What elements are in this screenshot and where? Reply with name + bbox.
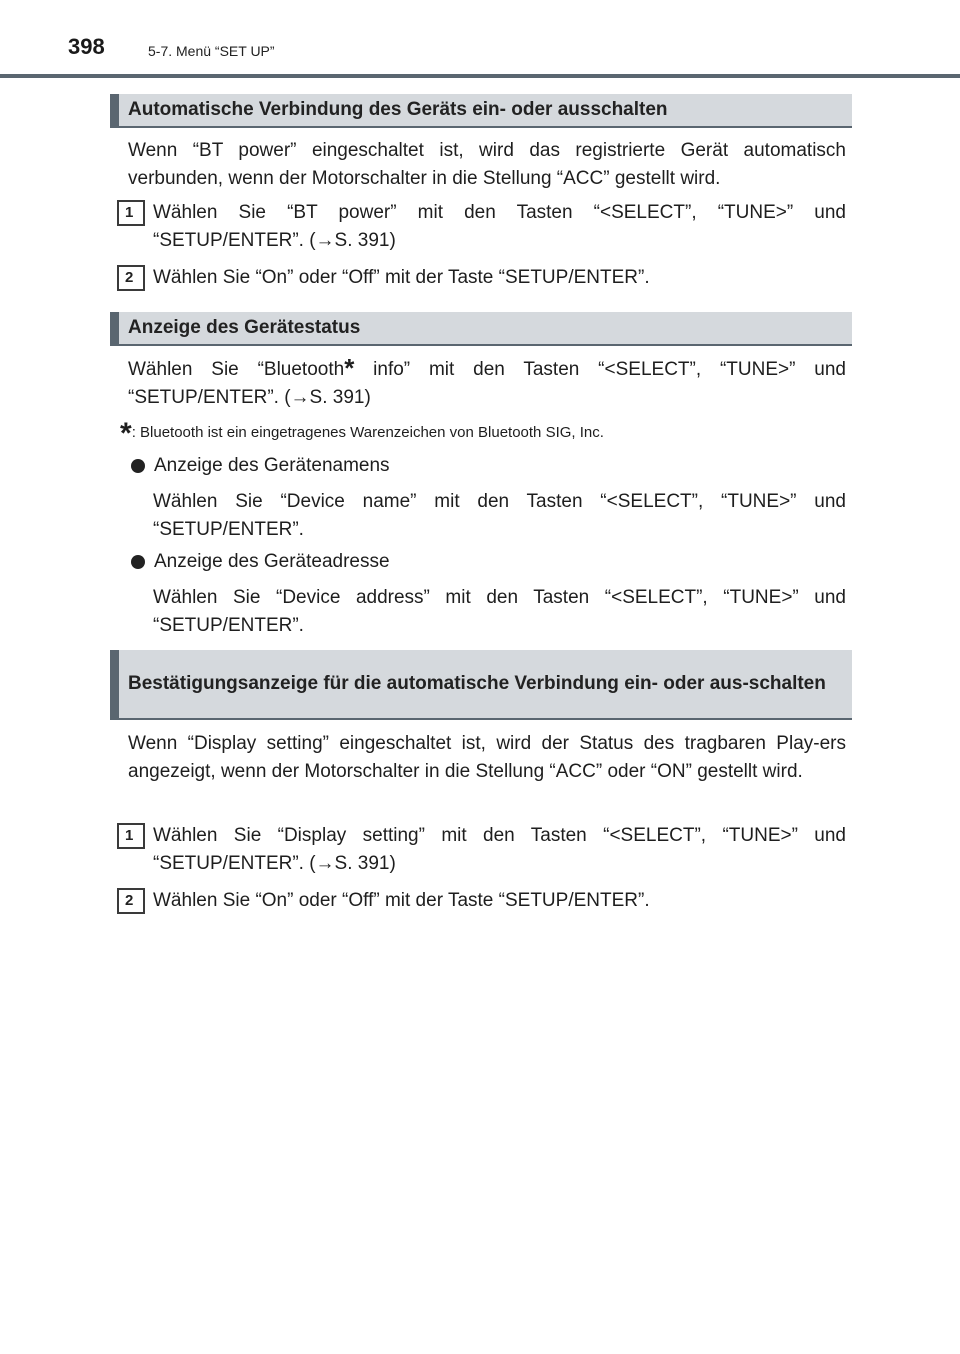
step-text: Wählen Sie “Display setting” mit den Tasten “<SELECT”, “TUNE>” und “SETUP/ENTER”. (→S. 391): [153, 825, 846, 874]
section-heading-text: Bestätigungsanzeige für die automatische Verbindung ein- oder aus-schalten: [128, 673, 826, 694]
section-heading-text: Anzeige des Gerätestatus: [128, 317, 361, 338]
footnote-marker: *: [344, 353, 355, 383]
header-divider: [0, 74, 960, 78]
intro-text: Wählen Sie “Bluetooth: [128, 359, 345, 380]
bullet-icon: [131, 459, 145, 473]
footnote-marker: *: [120, 417, 132, 450]
step-text: Wählen Sie “BT power” mit den Tasten “<SELECT”, “TUNE>” und “SETUP/ENTER”. (→S. 391): [153, 202, 846, 251]
footnote-text: : Bluetooth ist ein eingetragenes Warenzeichen von Bluetooth SIG, Inc.: [131, 424, 604, 441]
section-heading-device-status: [110, 312, 852, 346]
bullet-title: Anzeige des Gerätenamens: [154, 455, 390, 476]
page-number: 398: [68, 34, 105, 59]
step-text: Wählen Sie “On” oder “Off” mit der Taste “SETUP/ENTER”.: [153, 890, 650, 911]
step-text: Wählen Sie “On” oder “Off” mit der Taste “SETUP/ENTER”.: [153, 267, 650, 288]
section1-intro: Wenn “BT power” eingeschaltet ist, wird das registrierte Gerät automatisch verbunden, wenn der Motorschalter in die Stellung “ACC” gestellt wird.: [128, 140, 846, 189]
footnote: [120, 414, 604, 450]
bullet-icon: [131, 555, 145, 569]
step-number-badge: 1: [117, 200, 145, 226]
section-reference: 5-7. Menü “SET UP”: [148, 43, 275, 59]
step-number-badge: 2: [117, 888, 145, 914]
page-header: [0, 0, 960, 78]
section2-intro: [128, 352, 846, 412]
section3-intro: Wenn “Display setting” eingeschaltet ist, wird der Status des tragbaren Play-ers angezeigt, wenn der Motorschalter in die Stellung “ACC” oder “ON” gestellt wird.: [128, 733, 846, 782]
step-number-badge: 1: [117, 823, 145, 849]
section-heading-confirmation-display: [110, 650, 852, 720]
intro-text: info” mit den Tasten “<SELECT”, “TUNE>” und “SETUP/ENTER”. (→S. 391): [128, 359, 846, 408]
section-heading-auto-connect: [110, 94, 852, 128]
section-heading-text: Automatische Verbindung des Geräts ein- oder ausschalten: [128, 99, 668, 120]
step-number-badge: 2: [117, 265, 145, 291]
bullet-text: Wählen Sie “Device address” mit den Tasten “<SELECT”, “TUNE>” und “SETUP/ENTER”.: [153, 587, 846, 636]
bullet-text: Wählen Sie “Device name” mit den Tasten “<SELECT”, “TUNE>” und “SETUP/ENTER”.: [153, 491, 846, 540]
bullet-title: Anzeige des Geräteadresse: [154, 551, 390, 572]
